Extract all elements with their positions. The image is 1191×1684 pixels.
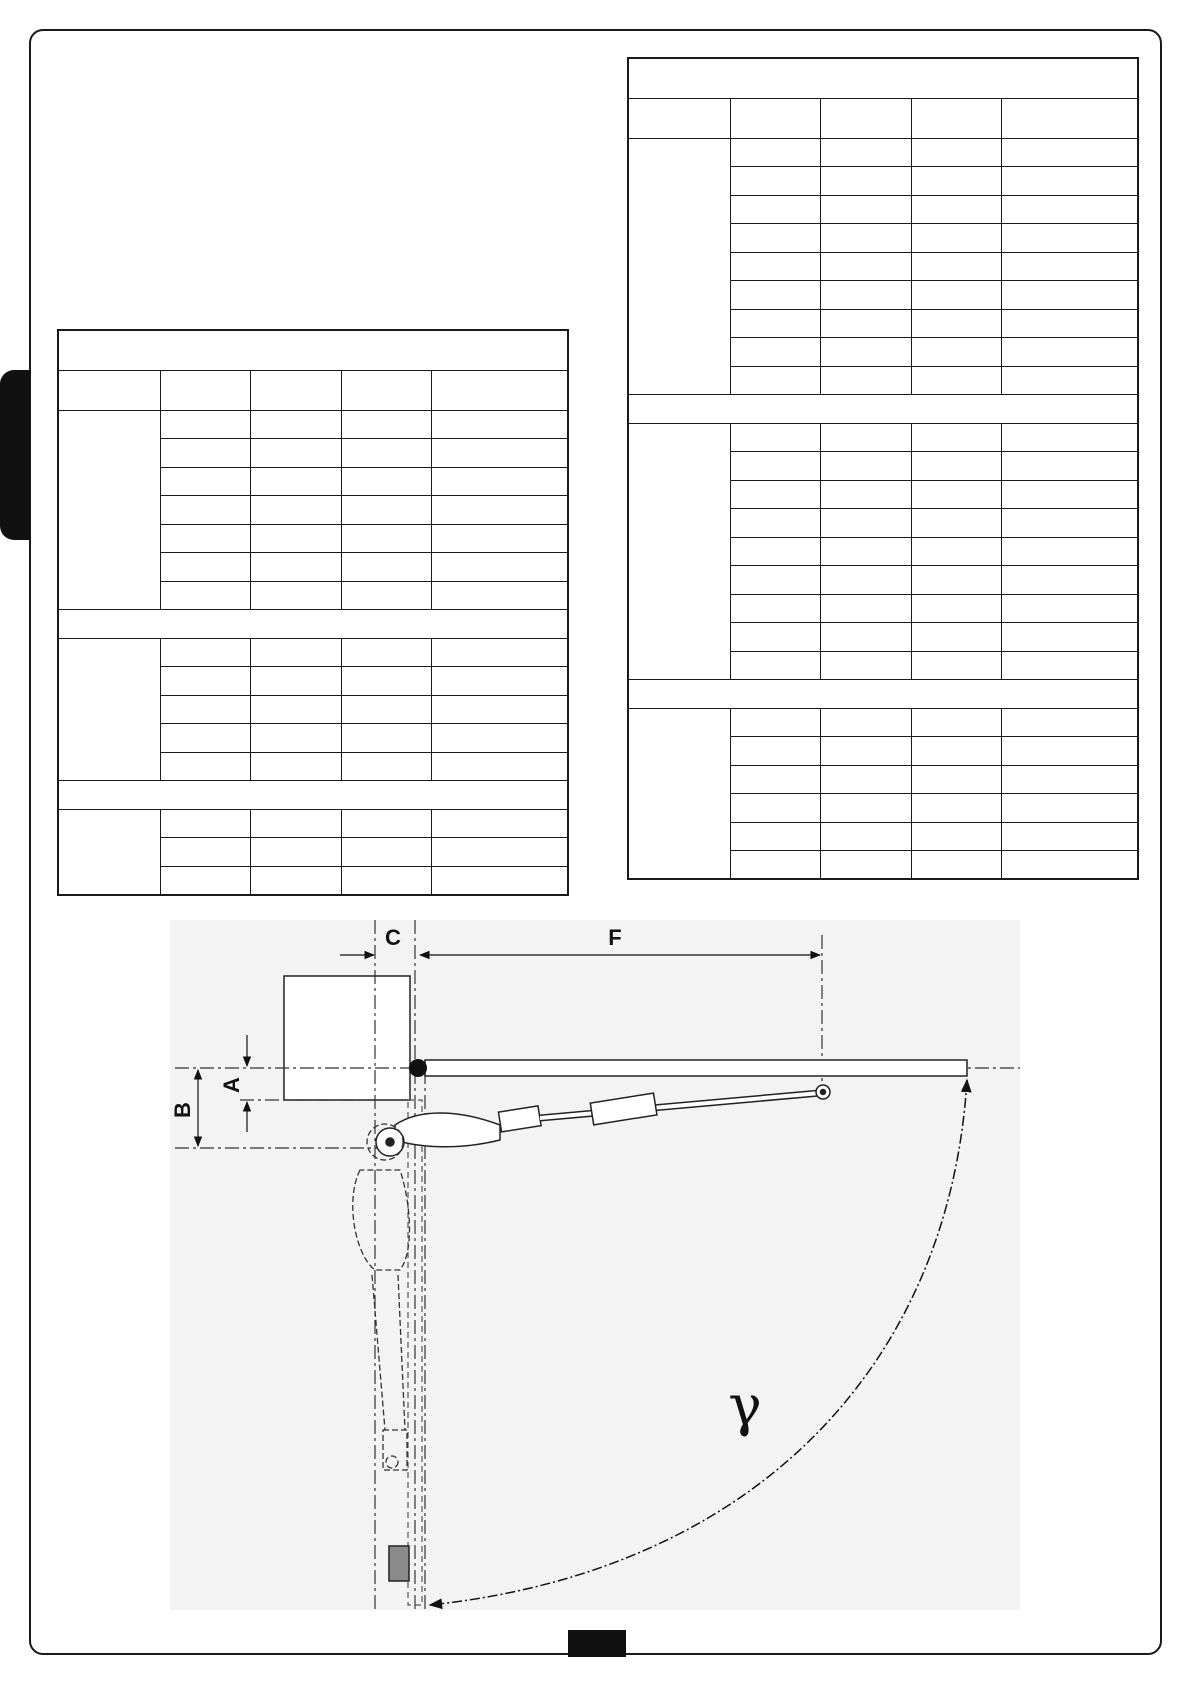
dimension-b-label: B xyxy=(170,1102,195,1118)
opening-angle-arc xyxy=(430,1080,967,1605)
pillar-block xyxy=(284,976,410,1100)
page-number-box xyxy=(568,1630,626,1657)
operator-arm-closed xyxy=(376,1085,830,1156)
hinge-pin xyxy=(409,1059,427,1077)
dimension-f-label: F xyxy=(608,925,622,950)
opening-angle-label: γ xyxy=(728,1374,762,1439)
gate-leaf-closed xyxy=(425,1060,967,1076)
dimension-c-label: C xyxy=(385,925,401,950)
gate-stop xyxy=(389,1546,409,1581)
dimension-a-label: A xyxy=(219,1077,244,1093)
operator-arm-open xyxy=(353,1124,410,1470)
